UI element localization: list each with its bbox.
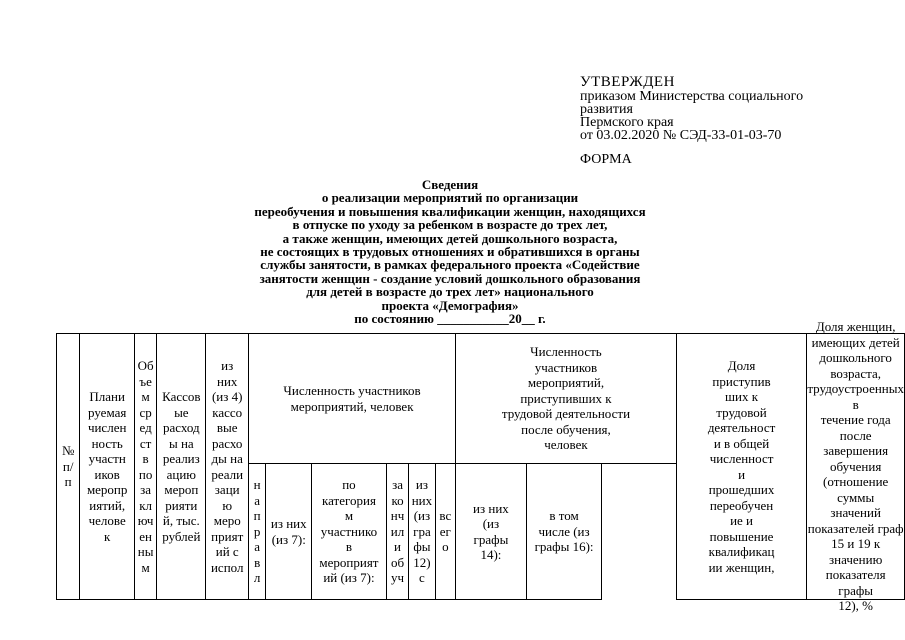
approval-line-1: приказом Министерства социального <box>580 89 804 104</box>
title-line: службы занятости, в рамках федерального проекта «Содействие <box>260 257 640 273</box>
sub-header-by-category: по категория м участнико в мероприят ий (из 7): <box>312 464 387 600</box>
title-line: в отпуске по уходу за ребенком в возрасте до трех лет, <box>292 217 608 233</box>
col-header-cash: Кассов ые расход ы на реализ ацию мероп рияти й, тыс. рублей <box>157 334 206 600</box>
sub-header-directed: н а п р а в л <box>248 464 265 600</box>
title-line: проекта «Демография» <box>381 297 519 313</box>
sub-header-total: вс ег о <box>435 464 456 600</box>
sub-header-of-them-14: из них (из графы 14): <box>456 464 527 600</box>
col-header-share-started: Доля приступив ших к трудовой деятельност и в общей численност и прошедших переобучен ие и повышение квалификац ии женщин, <box>676 334 807 600</box>
col-header-cash-from: из них (из 4) кассо вые расхо ды на реали заци ю меро прият ий с испол <box>206 334 248 600</box>
title-line: а также женщин, имеющих детей дошкольного возраста, <box>282 230 618 246</box>
title-line: переобучения и повышения квалификации женщин, находящихся <box>254 203 646 219</box>
document-title <box>215 178 685 325</box>
sub-header-including-16: в том числе (из графы 16): <box>526 464 602 600</box>
sub-header-of-them-7: из них (из 7): <box>266 464 312 600</box>
title-line: Сведения <box>421 177 479 192</box>
col-header-number: № п/ п <box>57 334 80 600</box>
sub-header-of-them-12: из них (из гра фы 12) с <box>409 464 435 600</box>
approval-block <box>580 74 880 166</box>
title-line: для детей в возрасте до трех лет» национального <box>306 284 594 300</box>
group-header-employed: Численность участников мероприятий, приступивших к трудовой деятельности после обучения, человек <box>456 334 677 464</box>
approval-line-4: от 03.02.2020 № СЭД-33-01-03-70 <box>580 128 782 143</box>
col-header-volume: Об ъе м ср ед ст в по за кл юч ен ны м <box>135 334 157 600</box>
approval-line-2: развития <box>580 102 633 117</box>
col-header-planned: Плани руемая числен ность участн иков меропр иятий, челове к <box>80 334 135 600</box>
form-label: ФОРМА <box>580 152 632 167</box>
col-header-share-women: Доля женщин, имеющих детей дошкольного возраста, трудоустроенных в течение года после завершения обучения (отношение суммы значений показателей граф 15 и 19 к значению показателя графы 12), % <box>807 319 904 614</box>
title-line: о реализации мероприятий по организации <box>321 190 579 206</box>
sub-header-completed: за ко нч ил и об уч <box>386 464 409 600</box>
group-header-participants: Численность участников мероприятий, человек <box>248 334 455 464</box>
title-line: не состоящих в трудовых отношениях и обратившихся в органы <box>260 244 640 260</box>
title-line: занятости женщин - создание условий дошкольного образования <box>259 270 641 286</box>
approval-heading: УТВЕРЖДЕН <box>580 74 675 90</box>
approval-line-3: Пермского края <box>580 115 674 130</box>
title-line: по состоянию ___________20__ г. <box>354 311 546 327</box>
